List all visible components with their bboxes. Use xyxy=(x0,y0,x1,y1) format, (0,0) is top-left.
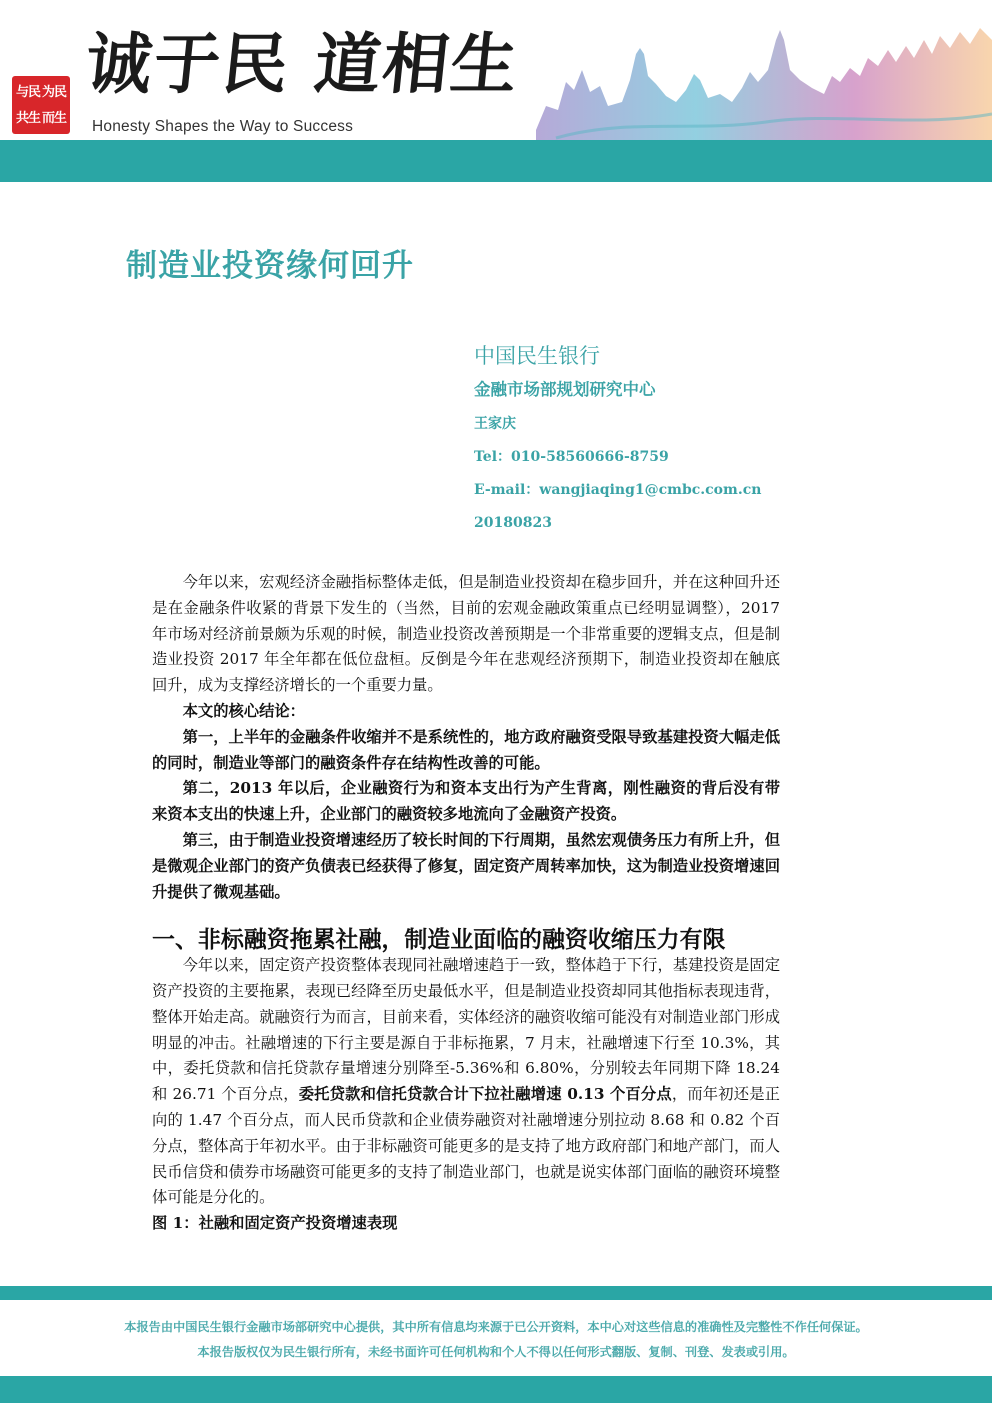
bank-logo-seal xyxy=(12,76,70,134)
author-info-block xyxy=(474,340,761,546)
report-title: 制造业投资缘何回升 xyxy=(126,248,414,284)
intro-paragraph: 今年以来，宏观经济金融指标整体走低，但是制造业投资却在稳步回升，并在这种回升还是在金融条件收紧的背景下发生的（当然，目前的宏观金融政策重点已经明显调整），2017 年市场对经济前景颇为乐观的时候，制造业投资改善预期是一个非常重要的逻辑支点，但是制造业投资 2017 年全年都在低位盘桓。反倒是今年在悲观经济预期下，制造业投资却在触底回升，成为支撑经济增长的一个重要力量。 xyxy=(152,573,780,695)
section-1-text-b: ，而年初还是正向的 1.47 个百分点，而人民币贷款和企业债券融资对社融增速分别拉动 8.68 和 0.82 个百分点，整体高于年初水平。由于非标融资可能更多的是支持了地方政府部门和地产部门，而人民币信贷和债券市场融资可能更多的支持了制造业部门，也就是说实体部门面临的融资环境整体可能是分化的。 xyxy=(152,1085,780,1207)
seal-text-1: 与民 xyxy=(15,84,40,100)
author-tel: Tel：010-58560666-8759 xyxy=(474,449,669,465)
seal-text-4: 而生 xyxy=(41,110,66,126)
report-body xyxy=(152,570,780,1237)
disclaimer-line-1: 本报告由中国民生银行金融市场部研究中心提供，其中所有信息均来源于已公开资料，本中心对这些信息的准确性及完整性不作任何保证。 xyxy=(124,1320,868,1334)
department-name: 金融市场部规划研究中心 xyxy=(474,380,656,399)
section-1-paragraph xyxy=(152,953,780,1211)
section-1-highlight: 委托贷款和信托贷款合计下拉社融增速 0.13 个百分点 xyxy=(298,1085,672,1104)
disclaimer-line-2: 本报告版权仅为民生银行所有，未经书面许可任何机构和个人不得以任何形式翻版、复制、刊登、发表或引用。 xyxy=(197,1345,795,1359)
author-email[interactable]: E-mail：wangjiaqing1@cmbc.com.cn xyxy=(474,482,762,498)
seal-text-2: 为民 xyxy=(41,84,66,100)
city-skyline-watercolor xyxy=(536,10,992,140)
footer-area xyxy=(0,1300,992,1372)
figure-1-caption: 图 1：社融和固定资产投资增速表现 xyxy=(152,1214,398,1233)
slogan-english: Honesty Shapes the Way to Success xyxy=(92,118,354,135)
conclusion-point-3: 第三，由于制造业投资增速经历了较长时间的下行周期，虽然宏观债务压力有所上升，但是微观企业部门的资产负债表已经获得了修复，固定资产周转率加快，这为制造业投资增速回升提供了微观基础。 xyxy=(152,830,780,901)
seal-text-3: 共生 xyxy=(15,110,40,126)
section-1-text-a: 今年以来，固定资产投资整体表现同社融增速趋于一致，整体趋于下行，基建投资是固定资产投资的主要拖累，表现已经降至历史最低水平，但是制造业投资却同其他指标表现违背，整体开始走高。就融资行为而言，目前来看，实体经济的融资收缩可能没有对制造业部门形成明显的冲击。社融增速的下行主要是源自于非标拖累，7 月末，社融增速下行至 10.3%，其中，委托贷款和信托贷款存量增速分别降至-5.36%和 6.80%，分别较去年同期下降 18.24 和 26.71 个百分点， xyxy=(152,956,780,1104)
page-header xyxy=(0,0,992,182)
footer-band-top xyxy=(0,1286,992,1300)
calligraphy-slogan: 诚于民 道相生 xyxy=(81,25,524,103)
core-conclusion-label: 本文的核心结论： xyxy=(182,701,305,720)
author-name: 王家庆 xyxy=(474,416,516,432)
section-1-heading: 一、非标融资拖累社融，制造业面临的融资收缩压力有限 xyxy=(152,926,726,954)
header-band xyxy=(0,140,992,182)
bank-name: 中国民生银行 xyxy=(474,344,600,368)
conclusion-point-1: 第一，上半年的金融条件收缩并不是系统性的，地方政府融资受限导致基建投资大幅走低的同时，制造业等部门的融资条件存在结构性改善的可能。 xyxy=(152,727,780,772)
conclusion-point-2: 第二，2013 年以后，企业融资行为和资本支出行为产生背离，刚性融资的背后没有带来资本支出的快速上升，企业部门的融资较多地流向了金融资产投资。 xyxy=(152,779,780,824)
report-date: 20180823 xyxy=(474,515,552,531)
footer-band-bottom xyxy=(0,1376,992,1403)
